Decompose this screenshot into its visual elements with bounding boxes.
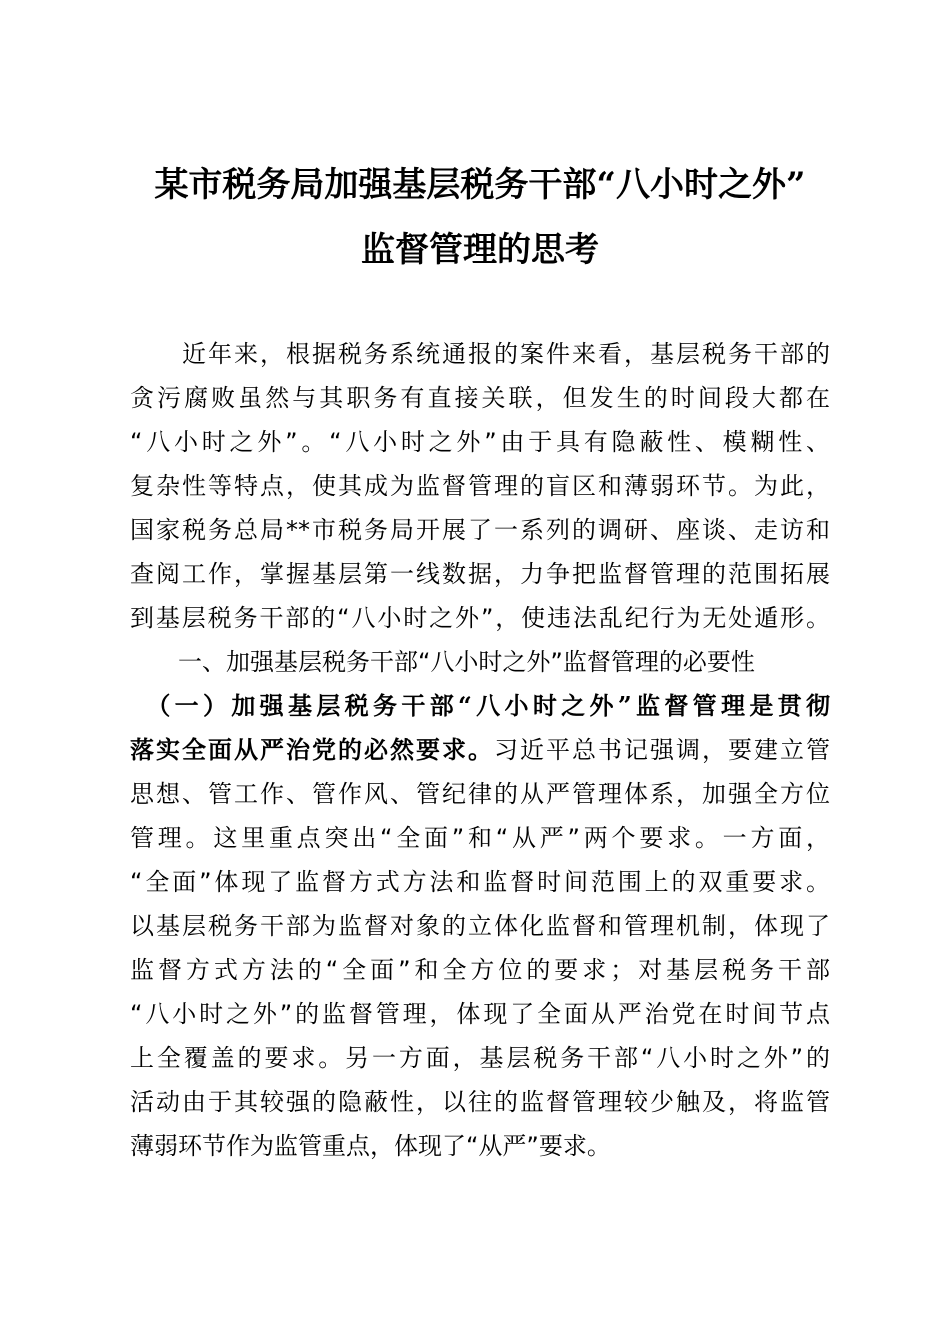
document-title-line-2: 监督管理的思考 <box>361 230 599 270</box>
paragraph-line: “八小时之外”的监督管理，体现了全面从严治党在时间节点 <box>130 1000 830 1028</box>
paragraph-line: 活动由于其较强的隐蔽性，以往的监督管理较少触及，将监管 <box>130 1088 830 1116</box>
paragraph-line: 复杂性等特点，使其成为监督管理的盲区和薄弱环节。为此， <box>130 472 830 500</box>
section-heading-1: 一、加强基层税务干部“八小时之外”监督管理的必要性 <box>130 648 755 676</box>
paragraph-line: 监督方式方法的“全面”和全方位的要求；对基层税务干部 <box>130 956 830 984</box>
paragraph-line: 上全覆盖的要求。另一方面，基层税务干部“八小时之外”的 <box>130 1044 830 1072</box>
paragraph-text: 习近平总书记强调，要建立管 <box>494 736 830 764</box>
subsection-heading-line: （一）加强基层税务干部“八小时之外”监督管理是贯彻 <box>130 691 830 720</box>
paragraph-line: 贪污腐败虽然与其职务有直接关联，但发生的时间段大都在 <box>130 384 830 412</box>
paragraph-line: 薄弱环节作为监管重点，体现了“从严”要求。 <box>130 1132 611 1160</box>
subsection-heading-tail: 落实全面从严治党的必然要求。 <box>130 735 494 764</box>
paragraph-line: 近年来，根据税务系统通报的案件来看，基层税务干部的 <box>130 340 830 368</box>
paragraph-line: “八小时之外”。“八小时之外”由于具有隐蔽性、模糊性、 <box>130 428 830 456</box>
paragraph-line: 以基层税务干部为监督对象的立体化监督和管理机制，体现了 <box>130 912 830 940</box>
document-title-line-1: 某市税务局加强基层税务干部“八小时之外” <box>154 165 806 205</box>
paragraph-line: 管理。这里重点突出“全面”和“从严”两个要求。一方面， <box>130 824 830 852</box>
paragraph-line: 查阅工作，掌握基层第一线数据，力争把监督管理的范围拓展 <box>130 560 830 588</box>
paragraph-line: 思想、管工作、管作风、管纪律的从严管理体系，加强全方位 <box>130 780 830 808</box>
paragraph-line: 到基层税务干部的“八小时之外”，使违法乱纪行为无处遁形。 <box>130 604 830 632</box>
paragraph-line <box>130 728 830 772</box>
paragraph-line: 国家税务总局**市税务局开展了一系列的调研、座谈、走访和 <box>130 516 830 544</box>
paragraph-line: “全面”体现了监督方式方法和监督时间范围上的双重要求。 <box>130 868 830 896</box>
